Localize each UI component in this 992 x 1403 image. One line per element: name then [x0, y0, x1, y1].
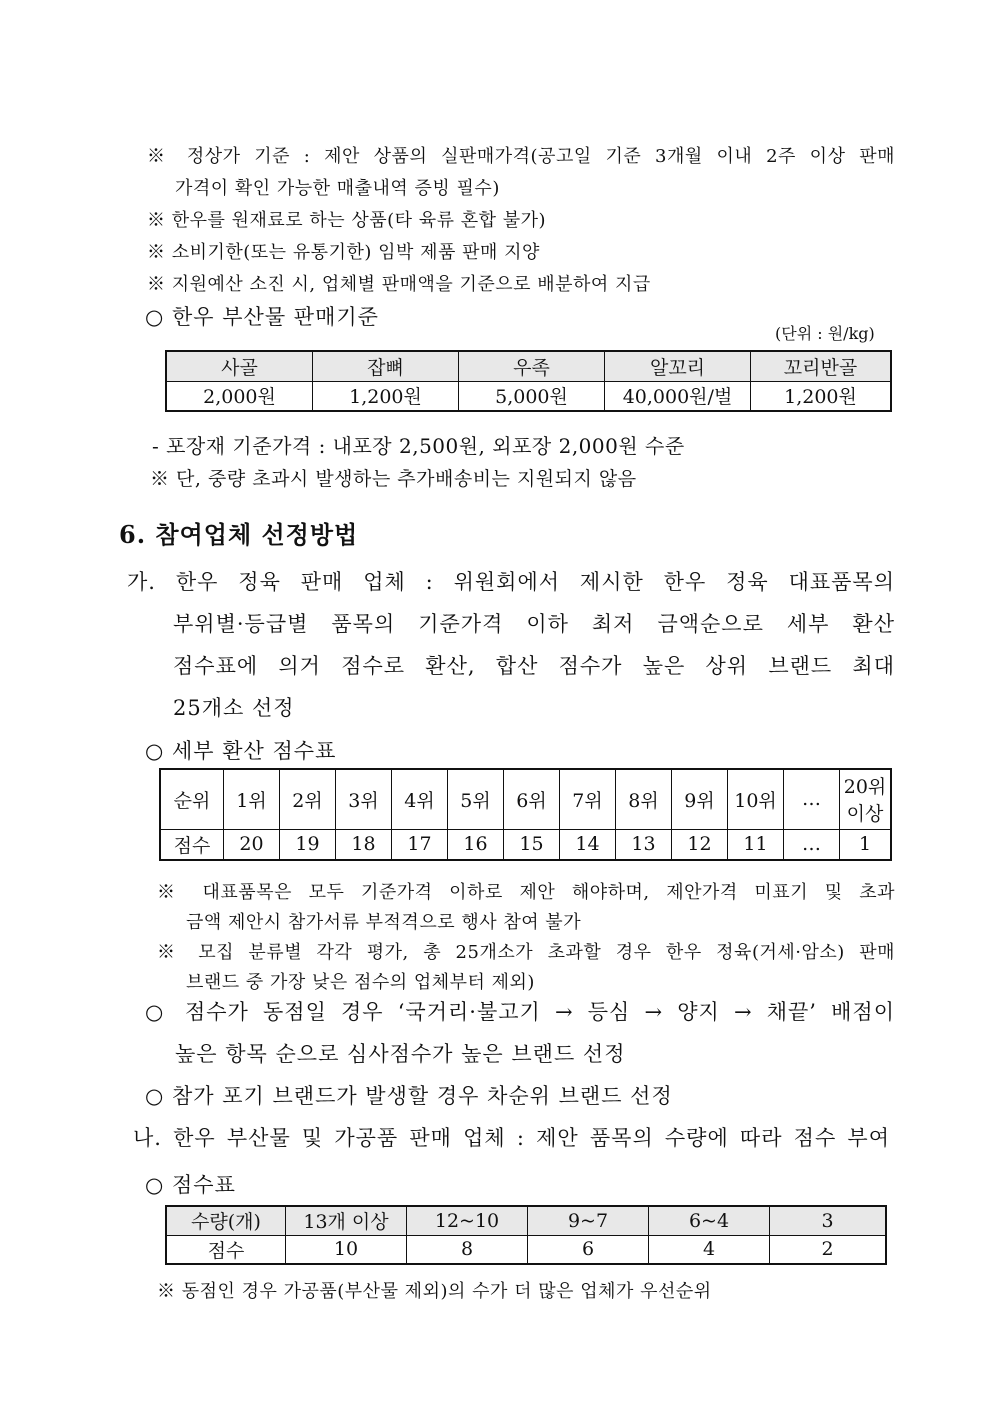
qty-score: 10	[286, 1235, 407, 1264]
qty-header: 13개 이상	[286, 1206, 407, 1235]
section-a-line-2: 부위별·등급별 품목의 기준가격 이하 최저 금액순으로 세부 환산	[173, 612, 895, 636]
byproduct-price: 40,000원/벌	[605, 381, 751, 411]
byproduct-price: 1,200원	[751, 381, 892, 411]
score-cell: 14	[560, 829, 616, 860]
qty-table-title: ○ 점수표	[145, 1173, 236, 1197]
final-note: ※ 동점인 경우 가공품(부산물 제외)의 수가 더 많은 업체가 우선순위	[157, 1281, 712, 1302]
qty-header: 3	[770, 1206, 887, 1235]
rank-cell: 2위	[280, 769, 336, 829]
rank-cell: 6위	[504, 769, 560, 829]
qty-score: 8	[407, 1235, 528, 1264]
score-cell: 20	[224, 829, 280, 860]
rank-last-line-1: 20위	[843, 776, 887, 799]
section-b-line: 나. 한우 부산물 및 가공품 판매 업체 : 제안 품목의 수량에 따라 점수 부여	[133, 1126, 890, 1150]
tie-rule-line-1: ○ 점수가 동점일 경우 ‘국거리·불고기 → 등심 → 양지 → 채끝’ 배점이	[145, 1000, 895, 1024]
rank-cell-last	[840, 769, 892, 829]
rank-cell: 9위	[672, 769, 728, 829]
section-a-line-4: 25개소 선정	[173, 696, 295, 720]
qty-score: 2	[770, 1235, 887, 1264]
note-representative-items-cont: 금액 제안시 참가서류 부적격으로 행사 참여 불가	[186, 912, 582, 933]
section-a-line-3: 점수표에 의거 점수로 환산, 합산 점수가 높은 상위 브랜드 최대	[173, 654, 895, 678]
byproduct-header: 사골	[166, 351, 313, 381]
rank-cell: 7위	[560, 769, 616, 829]
byproduct-header: 우족	[459, 351, 605, 381]
rank-label: 순위	[160, 769, 224, 829]
score-cell: 19	[280, 829, 336, 860]
byproduct-title: ○ 한우 부산물 판매기준	[145, 305, 379, 329]
score-cell: …	[784, 829, 840, 860]
score-cell: 11	[728, 829, 784, 860]
rank-cell: …	[784, 769, 840, 829]
tie-rule-line-2: 높은 항목 순으로 심사점수가 높은 브랜드 선정	[175, 1042, 626, 1066]
qty-score: 4	[649, 1235, 770, 1264]
section-title: 6. 참여업체 선정방법	[119, 520, 359, 549]
rank-cell: 10위	[728, 769, 784, 829]
byproduct-header: 꼬리반골	[751, 351, 892, 381]
note-category-eval: ※ 모집 분류별 각각 평가, 총 25개소가 초과할 경우 한우 정육(거세·암소) 판매	[157, 942, 895, 963]
note-regular-price: ※ 정상가 기준 : 제안 상품의 실판매가격(공고일 기준 3개월 이내 2주 이상 판매	[147, 146, 895, 167]
note-regular-price-cont: 가격이 확인 가능한 매출내역 증빙 필수)	[175, 178, 500, 199]
qty-header: 12~10	[407, 1206, 528, 1235]
note-raw-material: ※ 한우를 원재료로 하는 상품(타 육류 혼합 불가)	[147, 210, 547, 231]
score-cell: 15	[504, 829, 560, 860]
qty-header: 수량(개)	[166, 1206, 286, 1235]
section-a-line-1: 가. 한우 정육 판매 업체 : 위원회에서 제시한 한우 정육 대표품목의	[127, 570, 895, 594]
byproduct-price: 5,000원	[459, 381, 605, 411]
qty-score-label: 점수	[166, 1235, 286, 1264]
rank-cell: 5위	[448, 769, 504, 829]
score-table-title: ○ 세부 환산 점수표	[145, 739, 337, 763]
note-expiry: ※ 소비기한(또는 유통기한) 임박 제품 판매 지양	[147, 242, 540, 263]
rank-last-line-2: 이상	[846, 803, 884, 826]
shipping-note: ※ 단, 중량 초과시 발생하는 추가배송비는 지원되지 않음	[150, 468, 637, 490]
byproduct-price: 1,200원	[313, 381, 459, 411]
score-cell: 16	[448, 829, 504, 860]
qty-header: 9~7	[528, 1206, 649, 1235]
score-table	[159, 768, 892, 861]
rank-cell: 3위	[336, 769, 392, 829]
packaging-line: - 포장재 기준가격 : 내포장 2,500원, 외포장 2,000원 수준	[152, 434, 685, 458]
rank-cell: 8위	[616, 769, 672, 829]
score-cell: 1	[840, 829, 892, 860]
byproduct-price: 2,000원	[166, 381, 313, 411]
score-cell: 18	[336, 829, 392, 860]
qty-header: 6~4	[649, 1206, 770, 1235]
withdraw-rule: ○ 참가 포기 브랜드가 발생할 경우 차순위 브랜드 선정	[145, 1084, 673, 1108]
byproduct-table	[165, 350, 892, 412]
note-representative-items: ※ 대표품목은 모두 기준가격 이하로 제안 해야하며, 제안가격 미표기 및 초과	[157, 882, 895, 903]
note-budget: ※ 지원예산 소진 시, 업체별 판매액을 기준으로 배분하여 지급	[147, 274, 651, 295]
rank-cell: 1위	[224, 769, 280, 829]
score-cell: 12	[672, 829, 728, 860]
score-cell: 13	[616, 829, 672, 860]
score-cell: 17	[392, 829, 448, 860]
qty-table	[165, 1205, 887, 1265]
byproduct-header: 잡뼈	[313, 351, 459, 381]
qty-score: 6	[528, 1235, 649, 1264]
unit-label: (단위 : 원/kg)	[775, 324, 875, 343]
byproduct-header: 알꼬리	[605, 351, 751, 381]
score-label: 점수	[160, 829, 224, 860]
rank-cell: 4위	[392, 769, 448, 829]
note-category-eval-cont: 브랜드 중 가장 낮은 점수의 업체부터 제외)	[186, 972, 535, 993]
